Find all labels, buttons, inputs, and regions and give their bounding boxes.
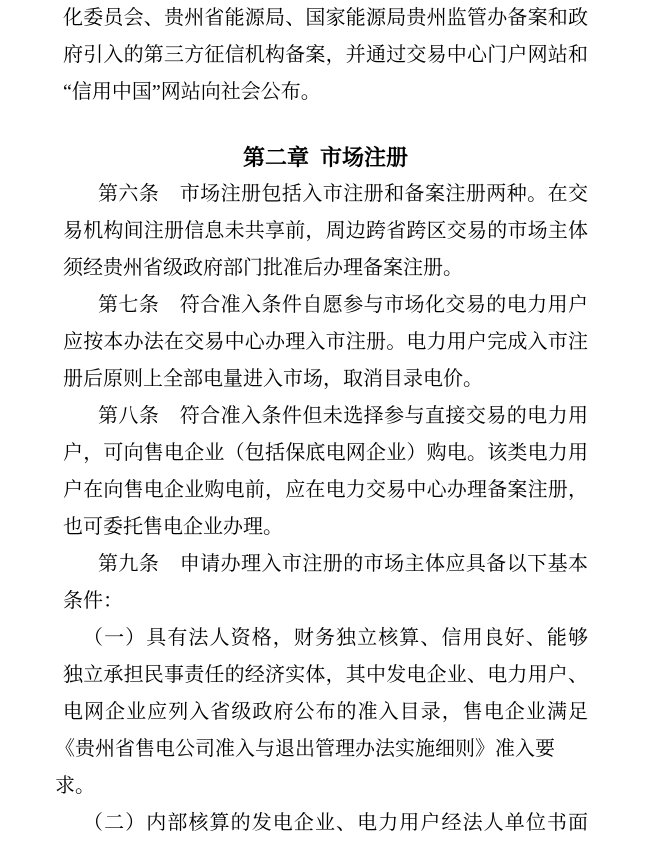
text-line: 电网企业应列入省级政府公布的准入目录，售电企业满足 [63,701,588,723]
text-line: 第七条 符合准入条件自愿参与市场化交易的电力用户 [98,294,588,316]
text-line: 第九条 申请办理入市注册的市场主体应具备以下基本 [98,553,588,575]
text-line: （二）内部核算的发电企业、电力用户经法人单位书面 [83,812,588,834]
text-line: 第八条 符合准入条件但未选择参与直接交易的电力用 [98,405,588,427]
text-line: 易机构间注册信息未共享前，周边跨省跨区交易的市场主体 [63,220,588,242]
text-line: 须经贵州省级政府部门批准后办理备案注册。 [63,257,463,279]
text-line: 户，可向售电企业（包括保底电网企业）购电。该类电力用 [63,442,588,464]
text-line: 第六条 市场注册包括入市注册和备案注册两种。在交 [98,183,588,205]
text-line: 独立承担民事责任的经济实体，其中发电企业、电力用户、 [63,664,588,686]
text-line: 也可委托售电企业办理。 [63,516,283,538]
text-line: 应按本办法在交易中心办理入市注册。电力用户完成入市注 [63,331,588,353]
text-line: 册后原则上全部电量进入市场，取消目录电价。 [63,368,483,390]
text-line: （一）具有法人资格，财务独立核算、信用良好、能够 [83,627,588,649]
text-line: 化委员会、贵州省能源局、国家能源局贵州监管办备案和政 [63,7,588,29]
text-line: 府引入的第三方征信机构备案，并通过交易中心门户网站和 [63,44,588,66]
text-line: 户在向售电企业购电前，应在电力交易中心办理备案注册， [63,479,588,501]
text-line: 《贵州省售电公司准入与退出管理办法实施细则》准入要求。 [55,738,555,797]
text-line: 条件： [63,590,123,612]
document-text-block [55,0,588,842]
chapter-heading: 第二章 市场注册 [242,145,409,170]
text-line: “信用中国”网站向社会公布。 [63,81,321,103]
